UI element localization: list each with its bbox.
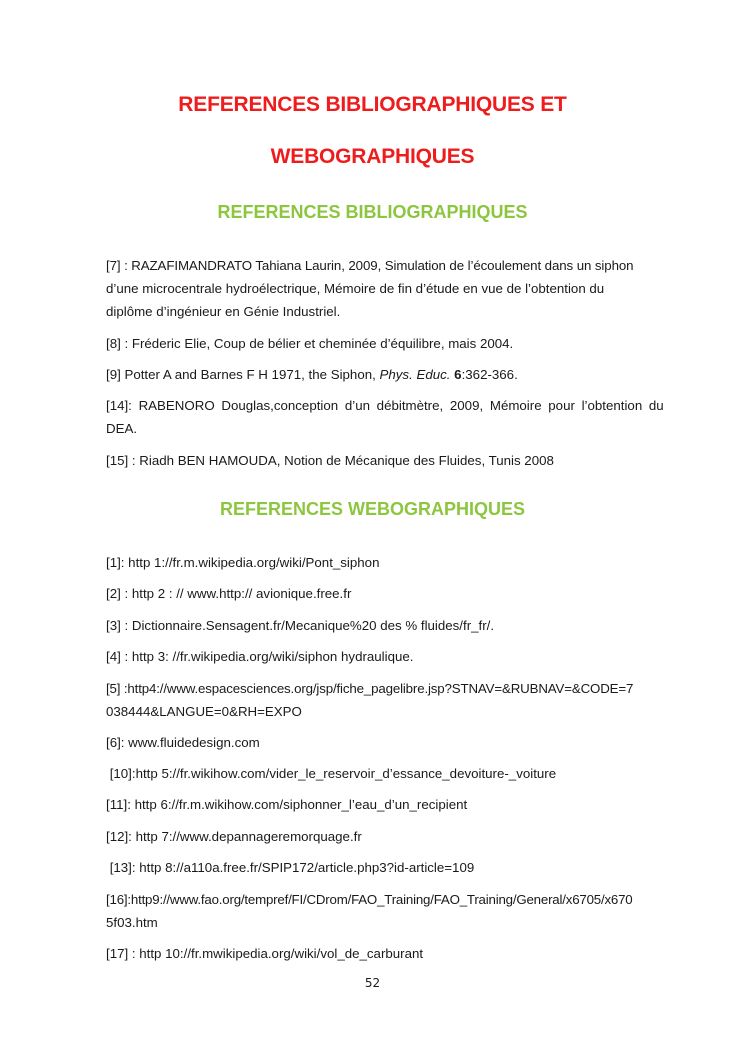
page-number: 52	[364, 976, 381, 990]
ref-line: [14]: RABENORO Douglas,conception d’un débitmètre, 2009, Mémoire pour l’obtention du	[106, 398, 664, 413]
webo-ref-17: [17] : http 10://fr.mwikipedia.org/wiki/vol_de_carburant	[106, 946, 424, 961]
ref-line: 038444&LANGUE=0&RH=EXPO	[106, 704, 302, 719]
webo-ref-10: [10]:http 5://fr.wikihow.com/vider_le_reservoir_d’essance_devoiture-_voiture	[106, 766, 557, 781]
webo-ref-12: [12]: http 7://www.depannageremorquage.fr	[106, 829, 362, 844]
biblio-ref-8: [8] : Fréderic Elie, Coup de bélier et cheminée d’équilibre, mais 2004.	[106, 336, 514, 351]
biblio-ref-15: [15] : Riadh BEN HAMOUDA, Notion de Mécanique des Fluides, Tunis 2008	[106, 453, 554, 468]
ref-volume: 6	[454, 367, 462, 382]
ref-line: DEA.	[106, 421, 138, 436]
ref-line: [16]:http9://www.fao.org/tempref/FI/CDrom/FAO_Training/FAO_Training/General/x6705/x670	[106, 892, 633, 907]
webo-ref-1: [1]: http 1://fr.m.wikipedia.org/wiki/Pont_siphon	[106, 555, 380, 570]
ref-line: 5f03.htm	[106, 915, 158, 930]
ref-authors: [9] Potter A and Barnes F H 1971, the Siphon,	[106, 367, 380, 382]
biblio-ref-9	[106, 363, 673, 386]
webo-ref-4: [4] : http 3: //fr.wikipedia.org/wiki/siphon hydraulique.	[106, 649, 414, 664]
page-title-line2: WEBOGRAPHIQUES	[270, 145, 475, 168]
biblio-heading: REFERENCES BIBLIOGRAPHIQUES	[217, 202, 528, 222]
webo-ref-6: [6]: www.fluidedesign.com	[106, 735, 260, 750]
ref-journal: Phys. Educ.	[379, 367, 451, 382]
ref-line: [5] :http4://www.espacesciences.org/jsp/fiche_pagelibre.jsp?STNAV=&RUBNAV=&CODE=7	[106, 681, 634, 696]
ref-line: diplôme d’ingénieur en Génie Industriel.	[106, 304, 341, 319]
webo-ref-2: [2] : http 2 : // www.http:// avionique.free.fr	[106, 586, 352, 601]
webo-ref-3: [3] : Dictionnaire.Sensagent.fr/Mecanique%20 des % fluides/fr_fr/.	[106, 618, 495, 633]
webo-ref-11: [11]: http 6://fr.m.wikihow.com/siphonner_l’eau_d’un_recipient	[106, 797, 468, 812]
ref-pages: :362-366.	[461, 367, 518, 382]
ref-line: [7] : RAZAFIMANDRATO Tahiana Laurin, 2009, Simulation de l’écoulement dans un siphon	[106, 258, 634, 273]
webo-heading: REFERENCES WEBOGRAPHIQUES	[219, 499, 526, 519]
webo-ref-13: [13]: http 8://a110a.free.fr/SPIP172/article.php3?id-article=109	[106, 860, 475, 875]
ref-line: d’une microcentrale hydroélectrique, Mémoire de fin d’étude en vue de l’obtention du	[106, 281, 605, 296]
page-title-line1: REFERENCES BIBLIOGRAPHIQUES ET	[178, 93, 567, 116]
